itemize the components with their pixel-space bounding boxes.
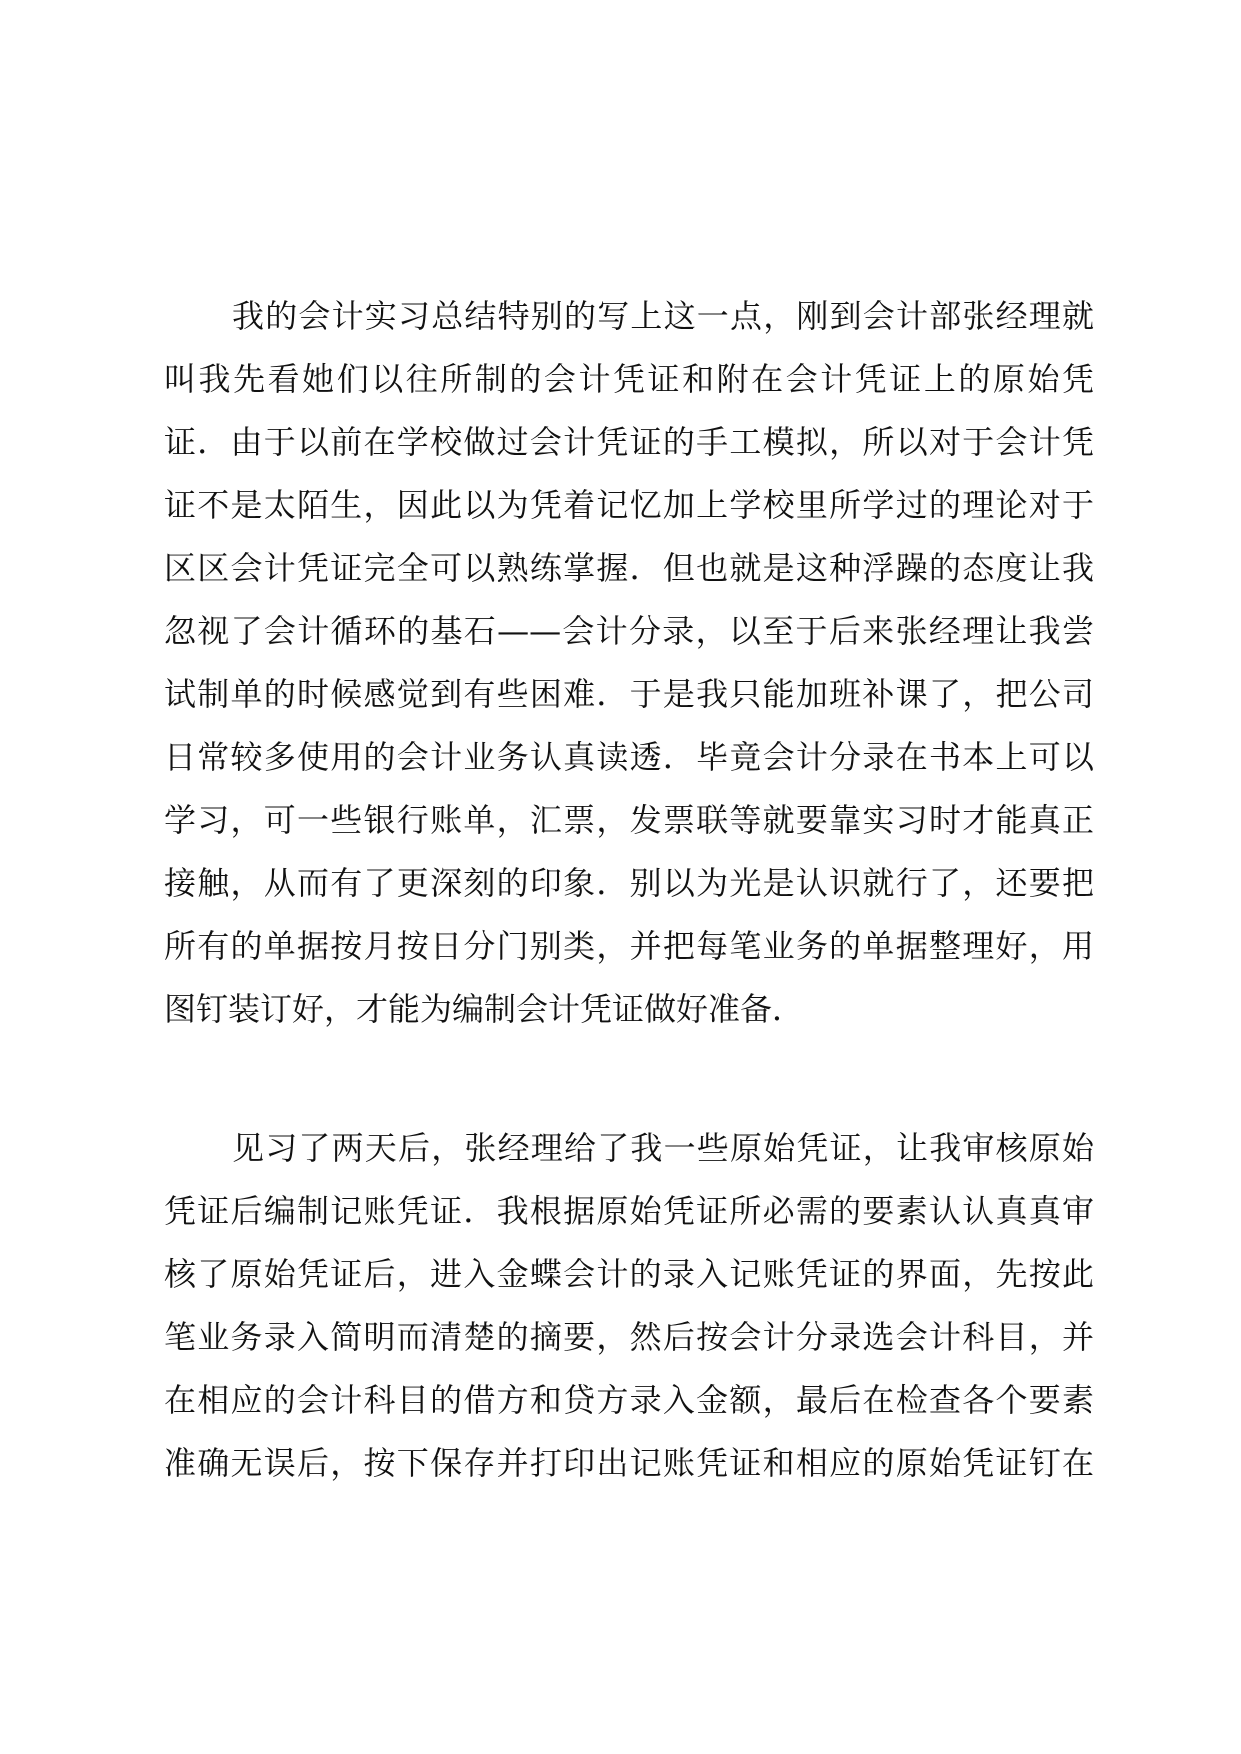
paragraph-line: 核了原始凭证后，进入金蝶会计的录入记账凭证的界面，先按此 [164, 1255, 1094, 1293]
paragraph-line: 笔业务录入简明而清楚的摘要，然后按会计分录选会计科目，并 [164, 1318, 1094, 1356]
paragraph-line: 我的会计实习总结特别的写上这一点，刚到会计部张经理就 [232, 297, 1094, 335]
paragraph-line: 见习了两天后，张经理给了我一些原始凭证，让我审核原始 [232, 1129, 1094, 1167]
paragraph-line: 接触，从而有了更深刻的印象．别以为光是认识就行了，还要把 [164, 864, 1094, 902]
paragraph-line: 学习，可一些银行账单，汇票，发票联等就要靠实习时才能真正 [164, 801, 1094, 839]
paragraph-line: 准确无误后，按下保存并打印出记账凭证和相应的原始凭证钉在 [164, 1444, 1094, 1482]
paragraph-line: 试制单的时候感觉到有些困难．于是我只能加班补课了，把公司 [164, 675, 1094, 713]
paragraph-2 [164, 1117, 1094, 1495]
paragraph-1 [164, 285, 1094, 1041]
paragraph-line: 证．由于以前在学校做过会计凭证的手工模拟，所以对于会计凭 [164, 423, 1094, 461]
paragraph-line: 证不是太陌生，因此以为凭着记忆加上学校里所学过的理论对于 [164, 486, 1094, 524]
paragraph-line: 忽视了会计循环的基石——会计分录，以至于后来张经理让我尝 [164, 612, 1094, 650]
paragraph-line: 叫我先看她们以往所制的会计凭证和附在会计凭证上的原始凭 [164, 360, 1094, 398]
paragraph-line: 日常较多使用的会计业务认真读透．毕竟会计分录在书本上可以 [164, 738, 1094, 776]
paragraph-line: 区区会计凭证完全可以熟练掌握．但也就是这种浮躁的态度让我 [164, 549, 1094, 587]
paragraph-line: 所有的单据按月按日分门别类，并把每笔业务的单据整理好，用 [164, 927, 1094, 965]
paragraph-line: 凭证后编制记账凭证．我根据原始凭证所必需的要素认认真真审 [164, 1192, 1094, 1230]
paragraph-line: 图钉装订好，才能为编制会计凭证做好准备． [164, 990, 805, 1028]
paragraph-line: 在相应的会计科目的借方和贷方录入金额，最后在检查各个要素 [164, 1381, 1094, 1419]
